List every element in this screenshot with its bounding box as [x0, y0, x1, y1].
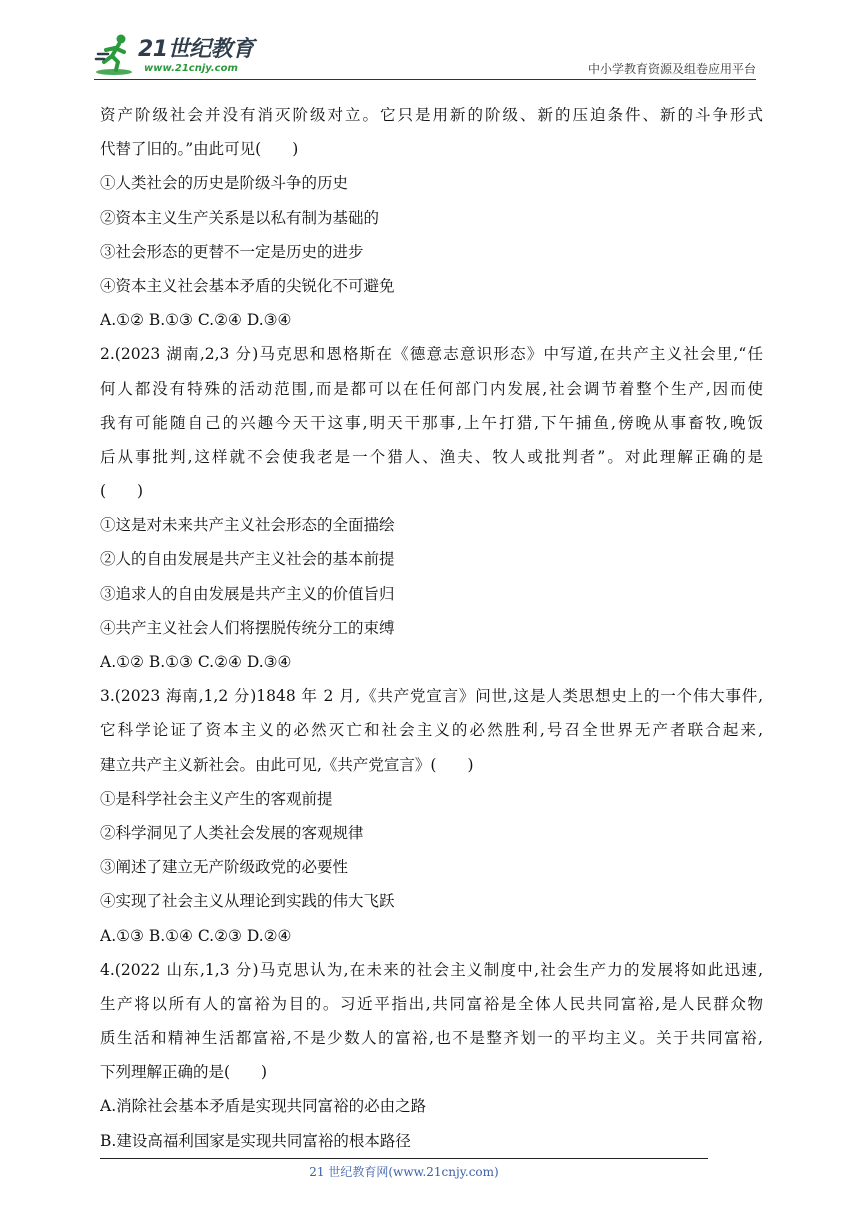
text-line: 代替了旧的。”由此可见( ): [100, 140, 299, 159]
text-line: 资产阶级社会并没有消灭阶级对立。它只是用新的阶级、新的压迫条件、新的斗争形式: [100, 106, 763, 124]
option-line: ③社会形态的更替不一定是历史的进步: [100, 242, 364, 261]
question-text-line: ( ): [100, 482, 144, 501]
footer-divider: [100, 1158, 708, 1159]
option-line: ③阐述了建立无产阶级政党的必要性: [100, 858, 349, 877]
question-text-line: 4.(2022 山东,1,3 分)马克思认为,在未来的社会主义制度中,社会生产力的发展将如此迅速,: [100, 960, 763, 979]
question-text-line: 3.(2023 海南,1,2 分)1848 年 2 月,《共产党宣言》问世,这是人类思想史上的一个伟大事件,: [100, 687, 763, 706]
option-line: ②人的自由发展是共产主义社会的基本前提: [100, 550, 395, 569]
question-text-line: 生产将以所有人的富裕为目的。习近平指出,共同富裕是全体人民共同富裕,是人民群众物: [100, 994, 763, 1013]
option-line: ④资本主义社会基本矛盾的尖锐化不可避免: [100, 276, 395, 295]
footer-link[interactable]: 21 世纪教育网(www.21cnjy.com): [309, 1165, 499, 1179]
logo-url: www.21cnjy.com: [144, 63, 238, 74]
site-tagline: 中小学教育资源及组卷应用平台: [587, 62, 756, 76]
header-divider: [94, 79, 756, 80]
option-line: ①是科学社会主义产生的客观前提: [100, 789, 333, 808]
option-line: B.建设高福利国家是实现共同富裕的根本路径: [100, 1131, 411, 1150]
option-line: A.消除社会基本矛盾是实现共同富裕的必由之路: [100, 1097, 427, 1116]
option-line: ④共产主义社会人们将摆脱传统分工的束缚: [100, 618, 395, 637]
question-text-line: 2.(2023 湖南,2,3 分)马克思和恩格斯在《德意志意识形态》中写道,在共产主义社会里,“任: [100, 345, 763, 364]
question-text-line: 建立共产主义新社会。由此可见,《共产党宣言》( ): [100, 755, 474, 774]
document-body: [100, 98, 763, 1158]
logo-title: 21世纪教育: [138, 37, 254, 62]
question-text-line: 它科学论证了资本主义的必然灭亡和社会主义的必然胜利,号召全世界无产者联合起来,: [100, 721, 763, 740]
question-text-line: 质生活和精神生活都富裕,不是少数人的富裕,也不是整齐划一的平均主义。关于共同富裕,: [100, 1029, 763, 1048]
answer-choices: A.①② B.①③ C.②④ D.③④: [100, 653, 292, 671]
option-line: ②资本主义生产关系是以私有制为基础的: [100, 208, 380, 227]
question-text-line: 何人都没有特殊的活动范围,而是都可以在任何部门内发展,社会调节着整个生产,因而使: [100, 379, 763, 398]
page-header: [0, 0, 860, 90]
question-text-line: 我有可能随自己的兴趣今天干这事,明天干那事,上午打猎,下午捕鱼,傍晚从事畜牧,晚饭: [100, 413, 763, 432]
option-line: ④实现了社会主义从理论到实践的伟大飞跃: [100, 892, 395, 911]
question-text-line: 下列理解正确的是( ): [100, 1063, 268, 1082]
option-line: ①这是对未来共产主义社会形态的全面描绘: [100, 516, 395, 535]
site-logo[interactable]: [94, 30, 264, 80]
runner-logo-icon: [94, 32, 138, 76]
answer-choices: A.①③ B.①④ C.②③ D.②④: [100, 926, 292, 945]
question-text-line: 后从事批判,这样就不会使我老是一个猎人、渔夫、牧人或批判者”。对此理解正确的是: [100, 447, 763, 466]
option-line: ③追求人的自由发展是共产主义的价值旨归: [100, 584, 395, 603]
answer-choices: A.①② B.①③ C.②④ D.③④: [100, 311, 292, 330]
option-line: ②科学洞见了人类社会发展的客观规律: [100, 823, 364, 842]
option-line: ①人类社会的历史是阶级斗争的历史: [100, 174, 349, 193]
